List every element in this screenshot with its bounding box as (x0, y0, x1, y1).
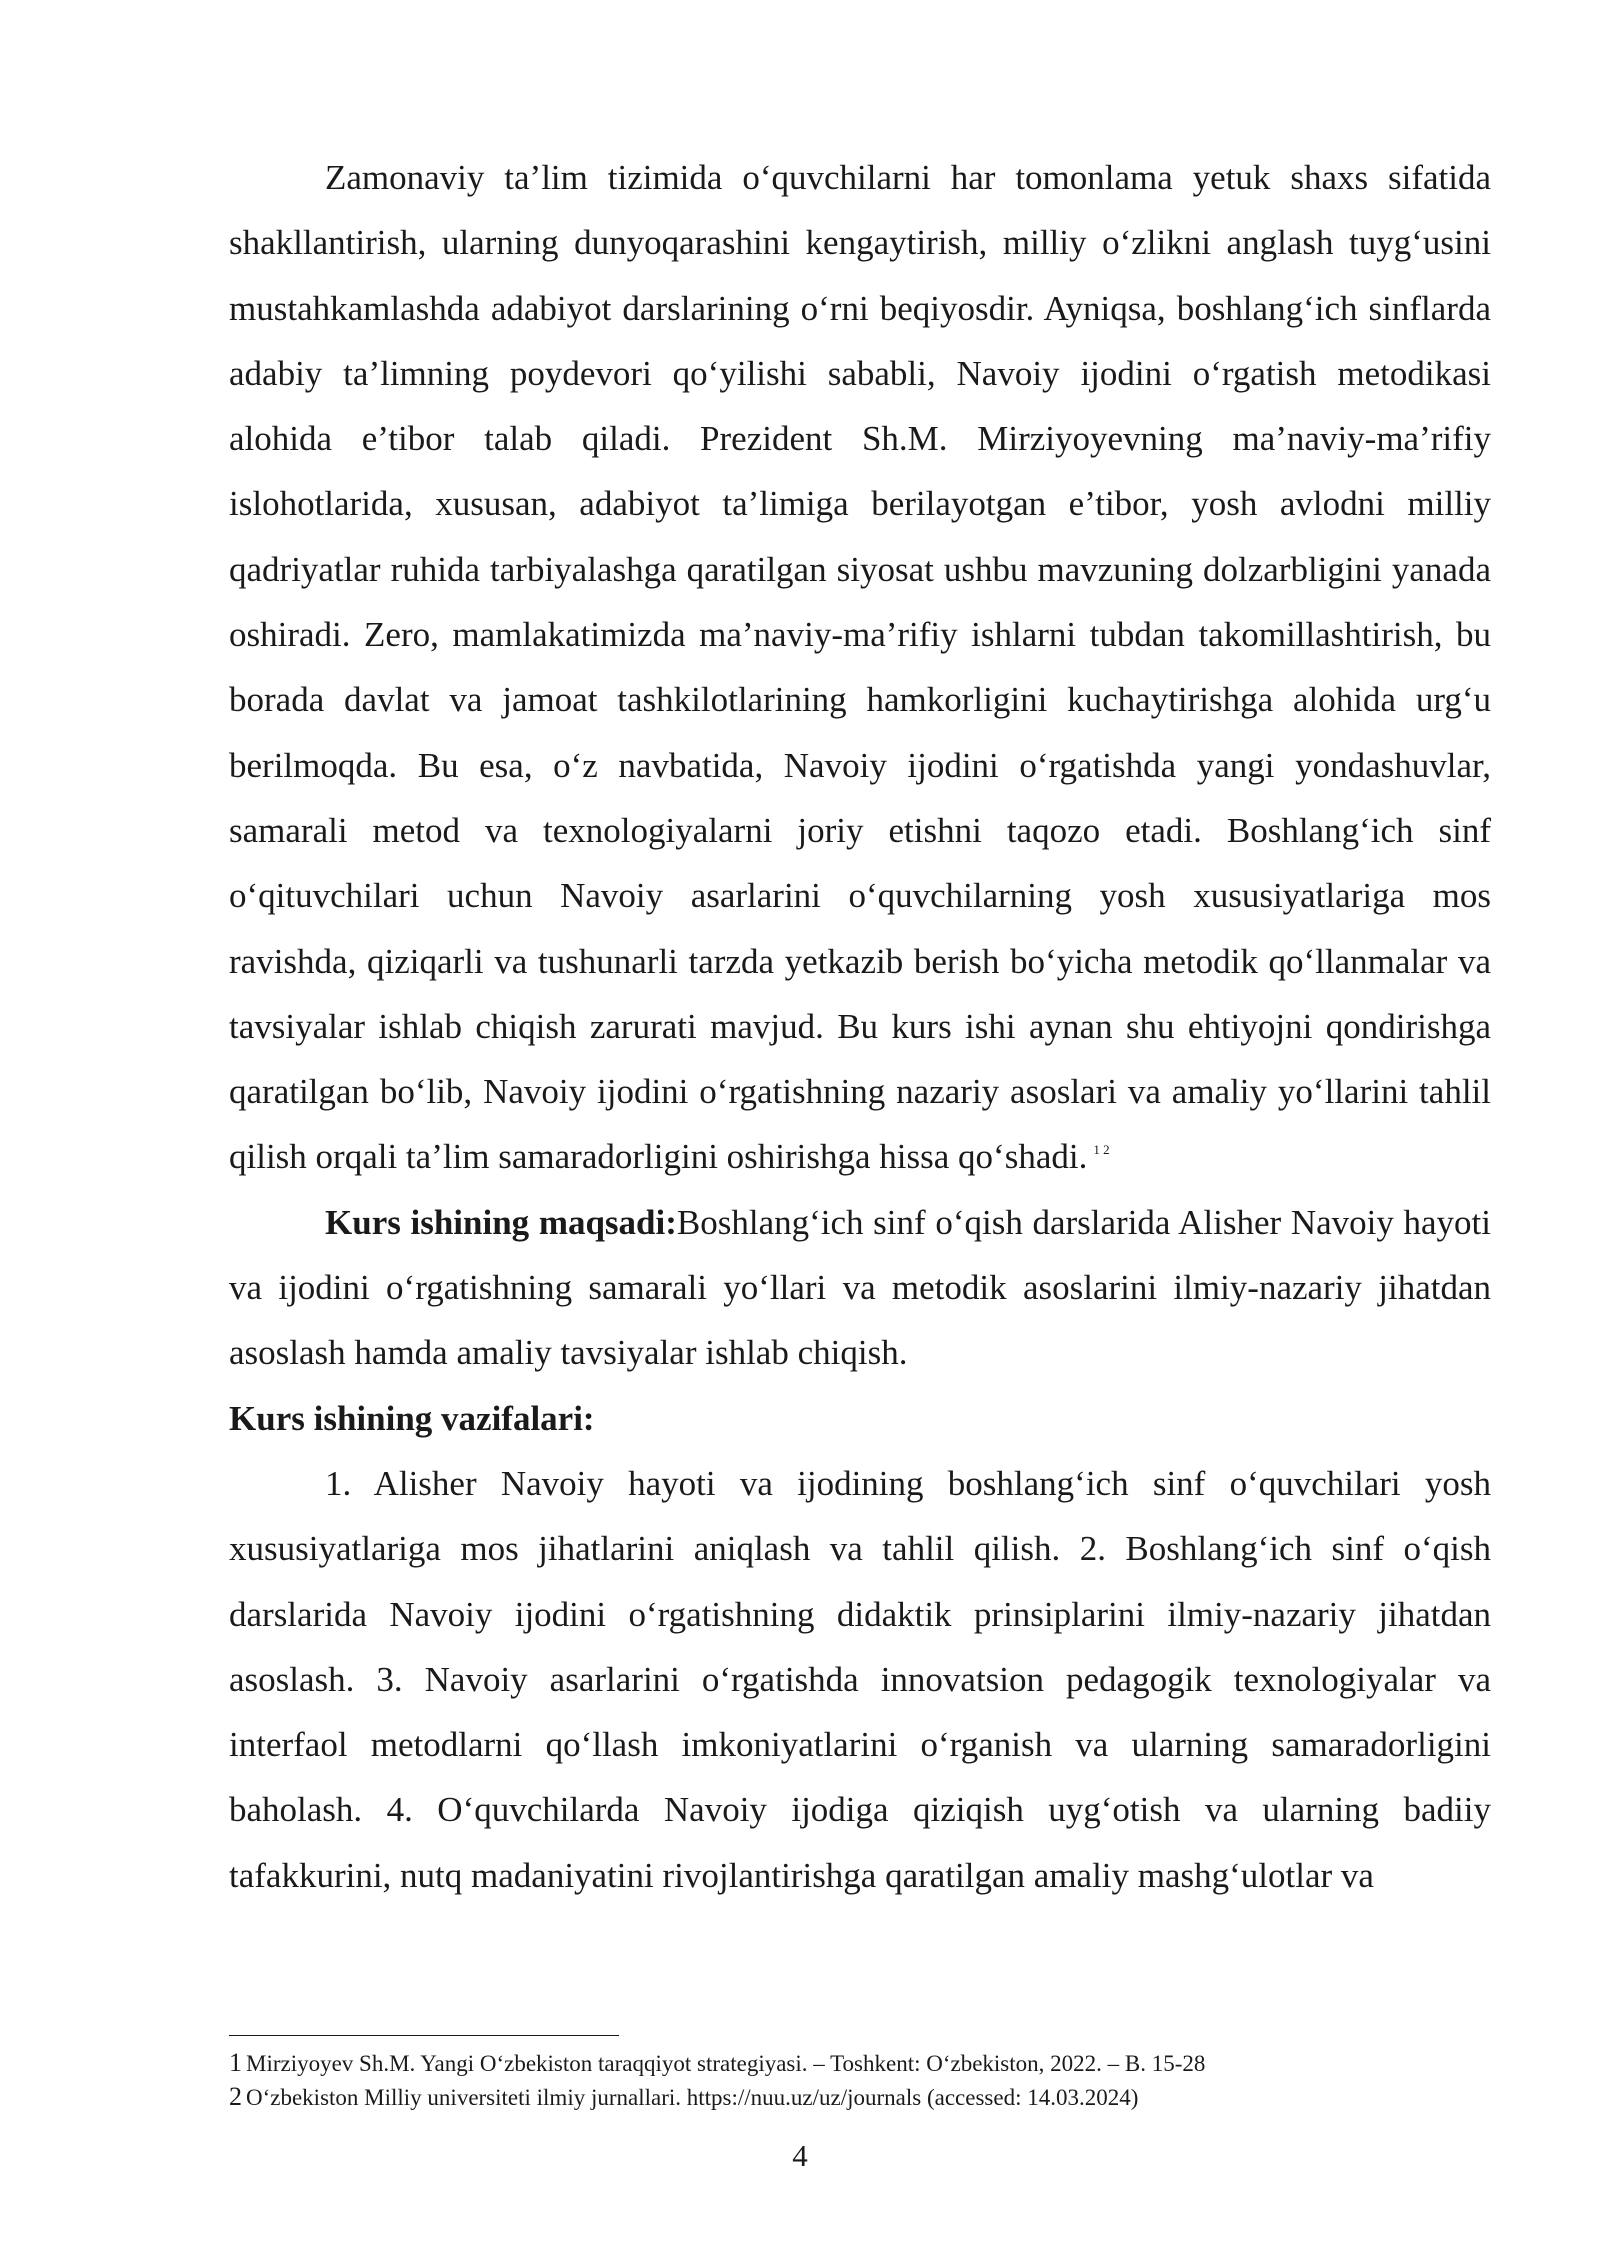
tasks-heading: Kurs ishining vazifalari: (229, 1398, 595, 1438)
footnote-reference: 1 2 (1093, 1142, 1110, 1158)
footnote-number: 2 (229, 2082, 242, 2111)
footnote-2 (229, 2080, 1491, 2114)
goal-label: Kurs ishining maqsadi: (325, 1202, 677, 1242)
page-number: 4 (792, 2138, 808, 2173)
goal-paragraph (229, 1190, 1491, 1386)
footnote-1 (229, 2046, 1491, 2080)
footnote-text: Mirziyoyev Sh.M. Yangi O‘zbekiston taraqqiyot strategiyasi. – Toshkent: O‘zbekiston, 2022. – B. 15-28 (246, 2051, 1206, 2076)
footnotes (229, 2035, 1491, 2114)
intro-paragraph (229, 145, 1491, 1190)
footnote-separator (229, 2035, 619, 2036)
footnote-number: 1 (229, 2048, 242, 2077)
footnote-text: O‘zbekiston Milliy universiteti ilmiy jurnallari. https://nuu.uz/uz/journals (accessed: 14.03.2024) (246, 2085, 1139, 2110)
document-body (229, 145, 1491, 1908)
intro-paragraph-text: Zamonaviy ta’lim tizimida o‘quvchilarni har tomonlama yetuk shaxs sifatida shakllantirish, ularning dunyoqarashini kengaytirish, milliy o‘zlikni anglash tuyg‘usini mustahkamlashda adabiyot darslarining o‘rni beqiyosdir. Ayniqsa, boshlang‘ich sinflarda adabiy ta’limning poydevori qo‘yilishi sababli, Navoiy ijodini o‘rgatish metodikasi alohida e’tibor talab qiladi. Prezident Sh.M. Mirziyoyevning ma’naviy-ma’rifiy islohotlarida, xususan, adabiyot ta’limiga berilayotgan e’tibor, yosh avlodni milliy qadriyatlar ruhida tarbiyalashga qaratilgan siyosat ushbu mavzuning dolzarbligini yanada oshiradi. Zero, mamlakatimizda ma’naviy-ma’rifiy ishlarni tubdan takomillashtirish, bu borada davlat va jamoat tashkilotlarining hamkorligini kuchaytirishga alohida urg‘u berilmoqda. Bu esa, o‘z navbatida, Navoiy ijodini o‘rgatishda yangi yondashuvlar, samarali metod va texnologiyalarni joriy etishni taqozo etadi. Boshlang‘ich sinf o‘qituvchilari uchun Navoiy asarlarini o‘quvchilarning yosh xususiyatlariga mos ravishda, qiziqarli va tushunarli tarzda yetkazib berish bo‘yicha metodik qo‘llanmalar va tavsiyalar ishlab chiqish zarurati mavjud. Bu kurs ishi aynan shu ehtiyojni qondirishga qaratilgan bo‘lib, Navoiy ijodini o‘rgatishning nazariy asoslari va amaliy yo‘llarini tahlil qilish orqali ta’lim samaradorligini oshirishga hissa qo‘shadi. (229, 158, 1491, 1177)
tasks-paragraph: 1. Alisher Navoiy hayoti va ijodining boshlang‘ich sinf o‘quvchilari yosh xususiyatlariga mos jihatlarini aniqlash va tahlil qilish. 2. Boshlang‘ich sinf o‘qish darslarida Navoiy ijodini o‘rgatishning didaktik prinsiplarini ilmiy-nazariy jihatdan asoslash. 3. Navoiy asarlarini o‘rgatishda innovatsion pedagogik texnologiyalar va interfaol metodlarni qo‘llash imkoniyatlarini o‘rganish va ularning samaradorligini baholash. 4. O‘quvchilarda Navoiy ijodiga qiziqish uyg‘otish va ularning badiiy tafakkurini, nutq madaniyatini rivojlantirishga qaratilgan amaliy mashg‘ulotlar va (229, 1463, 1491, 1895)
goal-text: Boshlang‘ich sinf o‘qish darslarida Alisher Navoiy hayoti va ijodini o‘rgatishning samarali yo‘llari va metodik asoslarini ilmiy-nazariy jihatdan asoslash hamda amaliy tavsiyalar ishlab chiqish. (229, 1202, 1491, 1373)
